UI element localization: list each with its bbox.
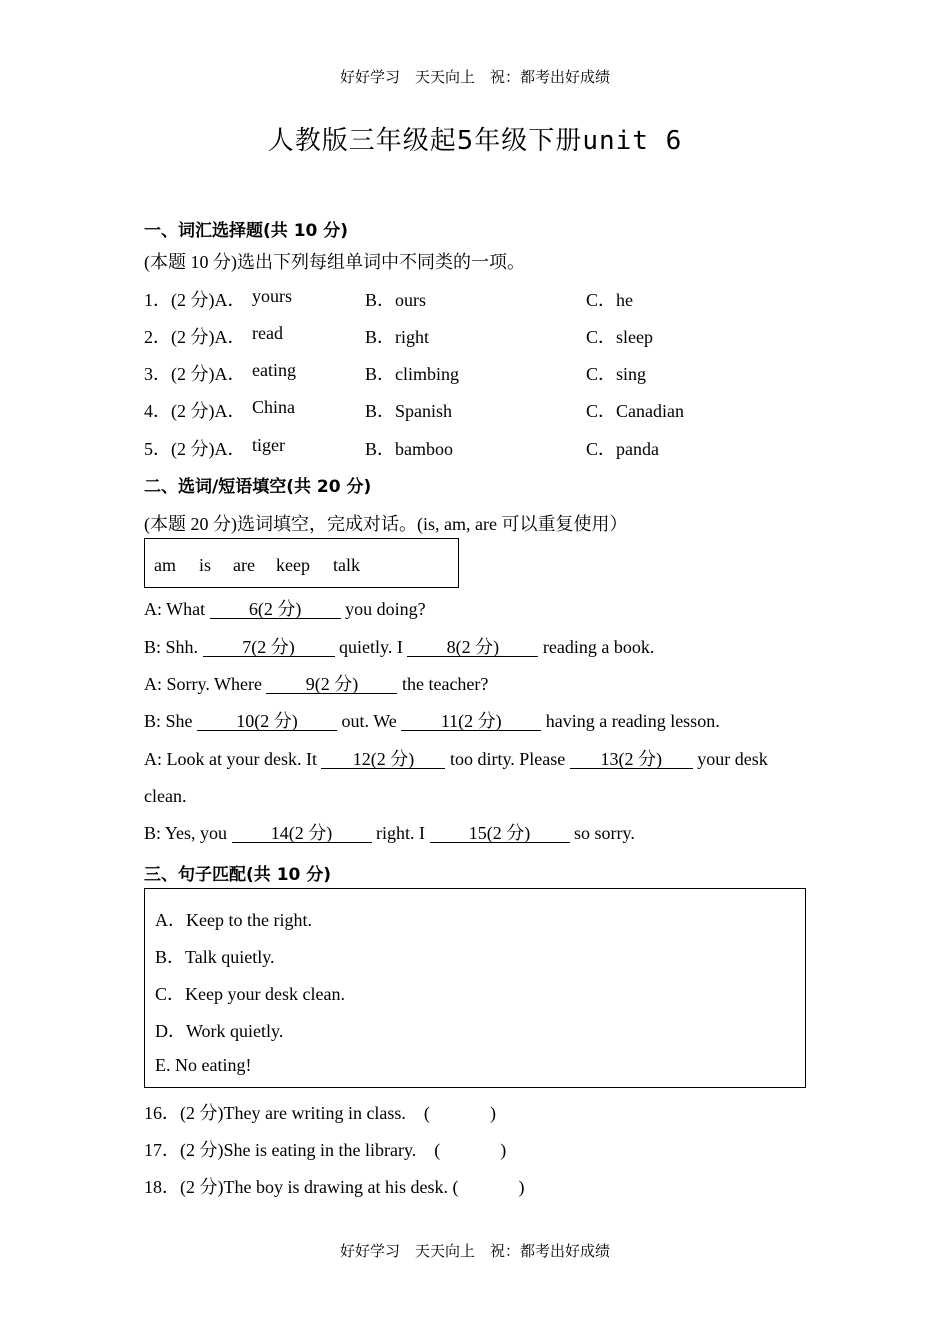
q3-option-c: C．sing: [586, 364, 647, 384]
word-bank-item: am: [154, 555, 176, 575]
blank-8[interactable]: 8(2 分): [407, 638, 538, 657]
title-main: 人教版三年级起5年级下册: [267, 126, 583, 156]
dialog-text: A: Look at your desk. It: [144, 749, 322, 769]
dialog-text: you doing?: [340, 599, 426, 619]
paren-close: ): [489, 1103, 496, 1123]
dialog-line-1: [144, 599, 426, 620]
dialog-line-6: clean.: [144, 786, 187, 806]
blank-9[interactable]: 9(2 分): [266, 675, 397, 694]
q5-option-a: tiger: [252, 435, 285, 455]
word-bank-box: [144, 538, 459, 588]
page-header: 好好学习 天天向上 祝：都考出好成绩: [339, 68, 610, 86]
dialog-text: reading a book.: [538, 637, 655, 657]
q5-option-b: B．bamboo: [365, 439, 453, 459]
dialog-text: too dirty. Please: [445, 749, 570, 769]
word-bank-item: keep: [276, 555, 310, 575]
dialog-text: quietly. I: [334, 637, 408, 657]
dialog-text: B: Yes, you: [144, 823, 232, 843]
q1-option-c: C．he: [586, 290, 633, 310]
matching-options-box: [144, 888, 806, 1088]
page-footer: 好好学习 天天向上 祝：都考出好成绩: [339, 1242, 610, 1260]
dialog-line-5: [144, 749, 768, 770]
dialog-text: having a reading lesson.: [541, 711, 720, 731]
q2-option-b: B．right: [365, 327, 430, 347]
q3-prefix: 3．(2 分)A．: [144, 364, 246, 384]
q18: [144, 1173, 524, 1199]
match-option: E. No eating!: [155, 1055, 252, 1075]
question-text: 17．(2 分)She is eating in the library. (: [144, 1140, 441, 1160]
q1-option-a: yours: [252, 286, 292, 306]
match-option: B．Talk quietly.: [155, 947, 275, 967]
blank-13[interactable]: 13(2 分): [570, 750, 693, 769]
blank-10[interactable]: 10(2 分): [197, 712, 337, 731]
dialog-text: A: Sorry. Where: [144, 674, 267, 694]
blank-14[interactable]: 14(2 分): [232, 824, 372, 843]
section2-instruction: (本题 20 分)选词填空，完成对话。(is, am, are 可以重复使用）: [144, 514, 628, 534]
dialog-line-2: [144, 637, 654, 658]
blank-12[interactable]: 12(2 分): [321, 750, 445, 769]
blank-11[interactable]: 11(2 分): [401, 712, 541, 731]
blank-15[interactable]: 15(2 分): [430, 824, 570, 843]
blank-6[interactable]: 6(2 分): [210, 600, 341, 619]
q5-prefix: 5．(2 分)A．: [144, 439, 246, 459]
q16: [144, 1099, 496, 1125]
q4-prefix: 4．(2 分)A．: [144, 401, 246, 421]
question-text: 18．(2 分)The boy is drawing at his desk. (: [144, 1177, 459, 1197]
question-text: 16．(2 分)They are writing in class. (: [144, 1103, 430, 1123]
q1-prefix: 1．(2 分)A．: [144, 290, 246, 310]
q2-prefix: 2．(2 分)A．: [144, 327, 246, 347]
dialog-text: your desk: [692, 749, 768, 769]
dialog-text: so sorry.: [569, 823, 635, 843]
paren-close: ): [518, 1177, 525, 1197]
q1-option-b: B．ours: [365, 290, 427, 310]
dialog-line-7: [144, 823, 635, 844]
q2-option-c: C．sleep: [586, 327, 653, 347]
q3-option-b: B．climbing: [365, 364, 459, 384]
dialog-text: out. We: [337, 711, 402, 731]
paren-close: ): [500, 1140, 507, 1160]
word-bank-item: is: [199, 555, 212, 575]
dialog-text: B: She: [144, 711, 198, 731]
match-option: A．Keep to the right.: [155, 910, 312, 930]
match-option: D．Work quietly.: [155, 1021, 284, 1041]
title-unit: unit 6: [582, 126, 683, 156]
section3-heading: 三、句子匹配(共 10 分): [144, 865, 332, 885]
dialog-line-3: [144, 674, 488, 695]
q4-option-c: C．Canadian: [586, 401, 684, 421]
blank-7[interactable]: 7(2 分): [203, 638, 335, 657]
q17: [144, 1136, 506, 1162]
q4-option-b: B．Spanish: [365, 401, 453, 421]
dialog-line-4: [144, 711, 720, 732]
dialog-text: right. I: [371, 823, 430, 843]
section1-heading: 一、词汇选择题(共 10 分): [144, 221, 349, 241]
dialog-text: A: What: [144, 599, 210, 619]
q3-option-a: eating: [252, 360, 296, 380]
dialog-text: the teacher?: [397, 674, 489, 694]
match-option: C．Keep your desk clean.: [155, 984, 345, 1004]
q5-option-c: C．panda: [586, 439, 659, 459]
page-title: [0, 120, 950, 157]
q2-option-a: read: [252, 323, 283, 343]
section2-heading: 二、选词/短语填空(共 20 分): [144, 477, 372, 497]
section1-instruction: (本题 10 分)选出下列每组单词中不同类的一项。: [144, 252, 525, 272]
dialog-text: B: Shh.: [144, 637, 203, 657]
word-bank-item: are: [233, 555, 255, 575]
word-bank-item: talk: [333, 555, 360, 575]
q4-option-a: China: [252, 397, 295, 417]
